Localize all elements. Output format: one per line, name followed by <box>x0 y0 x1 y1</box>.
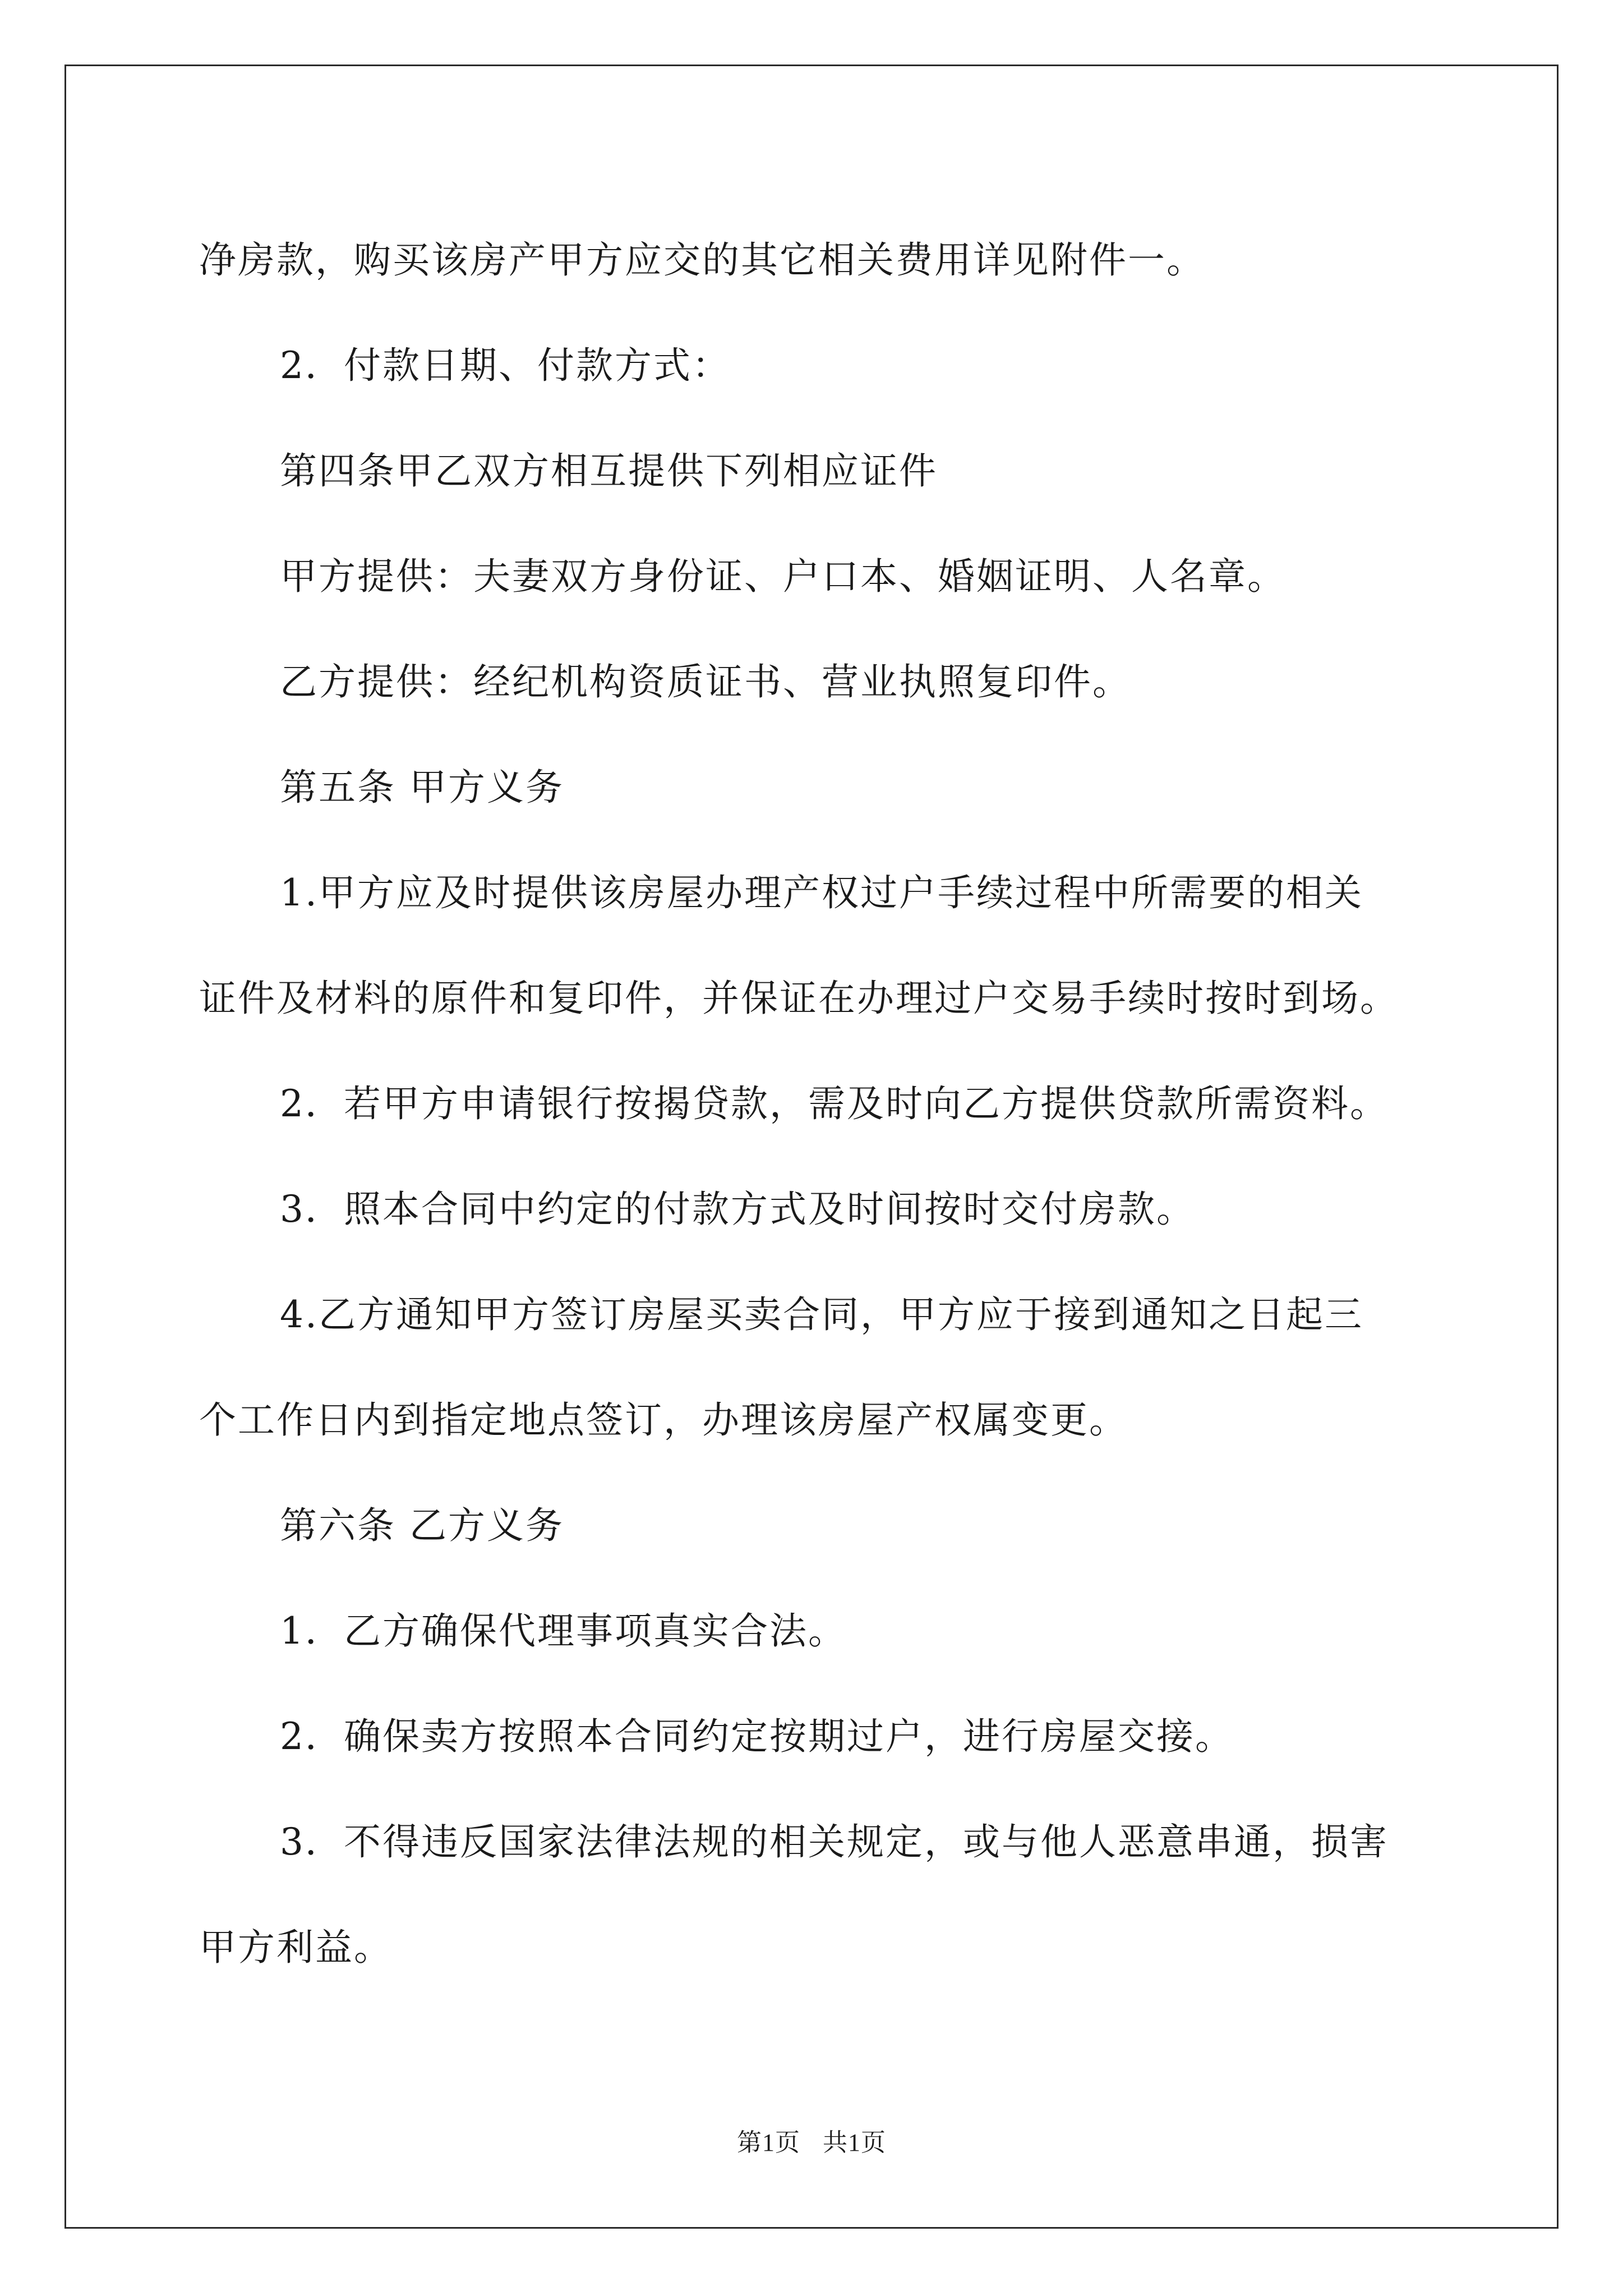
paragraph: 4.乙方通知甲方签订房屋买卖合同，甲方应于接到通知之日起三 <box>280 1293 1363 1336</box>
paragraph: 净房款，购买该房产甲方应交的其它相关费用详见附件一。 <box>199 238 1205 282</box>
page-number-total: 共1页 <box>823 2129 886 2156</box>
paragraph: 2．确保卖方按照本合同约定按期过户，进行房屋交接。 <box>280 1715 1234 1758</box>
paragraph: 个工作日内到指定地点签订，办理该房屋产权属变更。 <box>199 1398 1128 1442</box>
paragraph: 1．乙方确保代理事项真实合法。 <box>280 1609 847 1653</box>
page-number-current: 第1页 <box>737 2129 800 2156</box>
paragraph: 乙方提供：经纪机构资质证书、营业执照复印件。 <box>280 660 1131 703</box>
paragraph: 2．付款日期、付款方式： <box>280 344 731 387</box>
paragraph: 证件及材料的原件和复印件，并保证在办理过户交易手续时按时到场。 <box>199 977 1399 1020</box>
page-footer <box>0 2122 1623 2158</box>
paragraph: 甲方提供：夫妻双方身份证、户口本、婚姻证明、人名章。 <box>280 555 1286 598</box>
document-body <box>199 208 1450 2000</box>
paragraph: 1.甲方应及时提供该房屋办理产权过户手续过程中所需要的相关 <box>280 871 1363 914</box>
paragraph: 3．照本合同中约定的付款方式及时间按时交付房款。 <box>280 1188 1195 1231</box>
section-heading: 第四条甲乙双方相互提供下列相应证件 <box>280 449 938 493</box>
paragraph: 甲方利益。 <box>199 1926 393 1969</box>
paragraph: 3．不得违反国家法律法规的相关规定，或与他人恶意串通，损害 <box>280 1820 1389 1864</box>
section-heading: 第五条 甲方义务 <box>280 766 564 809</box>
paragraph: 2．若甲方申请银行按揭贷款，需及时向乙方提供贷款所需资料。 <box>280 1082 1389 1125</box>
section-heading: 第六条 乙方义务 <box>280 1504 564 1547</box>
